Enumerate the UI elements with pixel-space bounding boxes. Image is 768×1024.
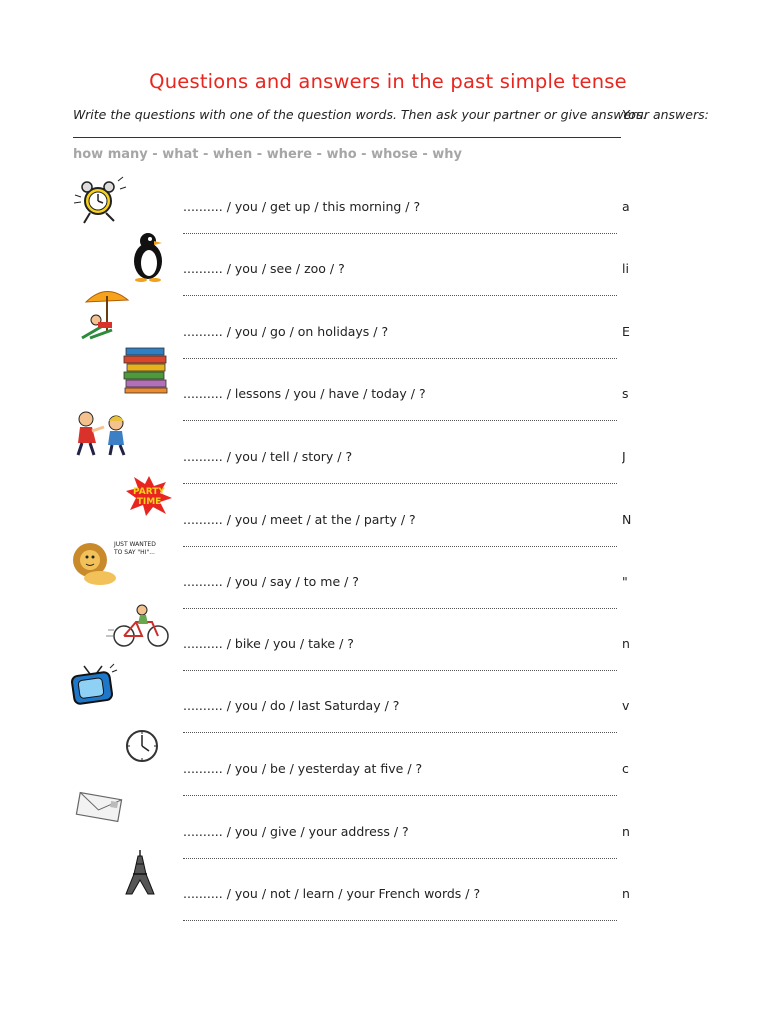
party-caption-line: PARTY bbox=[133, 487, 165, 497]
answer-line[interactable] bbox=[183, 483, 617, 484]
lion-caption-line: JUST WANTED bbox=[114, 541, 156, 548]
answer-line[interactable] bbox=[183, 858, 617, 859]
answer-text: n bbox=[622, 824, 630, 839]
answer-line[interactable] bbox=[183, 608, 617, 609]
answer-text: E bbox=[622, 324, 630, 339]
question-prompt: .......... / you / give / your address / ? bbox=[183, 824, 409, 839]
your-answers-label: Your answers: bbox=[622, 107, 709, 122]
answer-text: " bbox=[622, 574, 628, 589]
answer-text: li bbox=[622, 261, 629, 276]
question-prompt: .......... / you / meet / at the / party / ? bbox=[183, 512, 416, 527]
question-prompt: .......... / you / be / yesterday at five / ? bbox=[183, 761, 423, 776]
answer-text: N bbox=[622, 512, 632, 527]
question-words: how many - what - when - where - who - whose - why bbox=[73, 147, 463, 162]
answer-line[interactable] bbox=[183, 546, 617, 547]
page-title: Questions and answers in the past simple tense bbox=[149, 70, 627, 93]
envelope-icon bbox=[68, 804, 174, 862]
television-icon bbox=[68, 678, 174, 736]
question-prompt: .......... / you / say / to me / ? bbox=[183, 574, 359, 589]
answer-text: n bbox=[622, 886, 630, 901]
answer-line[interactable] bbox=[183, 420, 617, 421]
answer-text: n bbox=[622, 636, 630, 651]
question-prompt: .......... / you / not / learn / your French words / ? bbox=[183, 886, 481, 901]
answer-line[interactable] bbox=[183, 358, 617, 359]
party-caption-line: TIME bbox=[136, 497, 162, 507]
question-prompt: .......... / you / do / last Saturday / ? bbox=[183, 698, 400, 713]
answer-text: a bbox=[622, 199, 630, 214]
answer-line[interactable] bbox=[183, 795, 617, 796]
header-rule bbox=[73, 137, 621, 138]
question-prompt: .......... / bike / you / take / ? bbox=[183, 636, 354, 651]
instructions-text: Write the questions with one of the question words. Then ask your partner or give answers. bbox=[73, 107, 647, 122]
question-prompt: .......... / lessons / you / have / today / ? bbox=[183, 386, 426, 401]
answer-line[interactable] bbox=[183, 233, 617, 234]
question-prompt: .......... / you / see / zoo / ? bbox=[183, 261, 345, 276]
answer-text: J bbox=[622, 449, 626, 464]
exercise-row bbox=[0, 886, 768, 948]
answer-text: s bbox=[622, 386, 629, 401]
question-prompt: .......... / you / tell / story / ? bbox=[183, 449, 353, 464]
question-prompt: .......... / you / get up / this morning / ? bbox=[183, 199, 421, 214]
answer-line[interactable] bbox=[183, 732, 617, 733]
answer-line[interactable] bbox=[183, 295, 617, 296]
lion-caption-line: TO SAY "HI"... bbox=[114, 549, 155, 556]
answer-line[interactable] bbox=[183, 920, 617, 921]
eiffel-tower-icon bbox=[68, 866, 174, 924]
answer-text: v bbox=[622, 698, 630, 713]
alarm-clock-icon bbox=[68, 179, 174, 237]
question-prompt: .......... / you / go / on holidays / ? bbox=[183, 324, 389, 339]
answer-line[interactable] bbox=[183, 670, 617, 671]
answer-text: c bbox=[622, 761, 629, 776]
